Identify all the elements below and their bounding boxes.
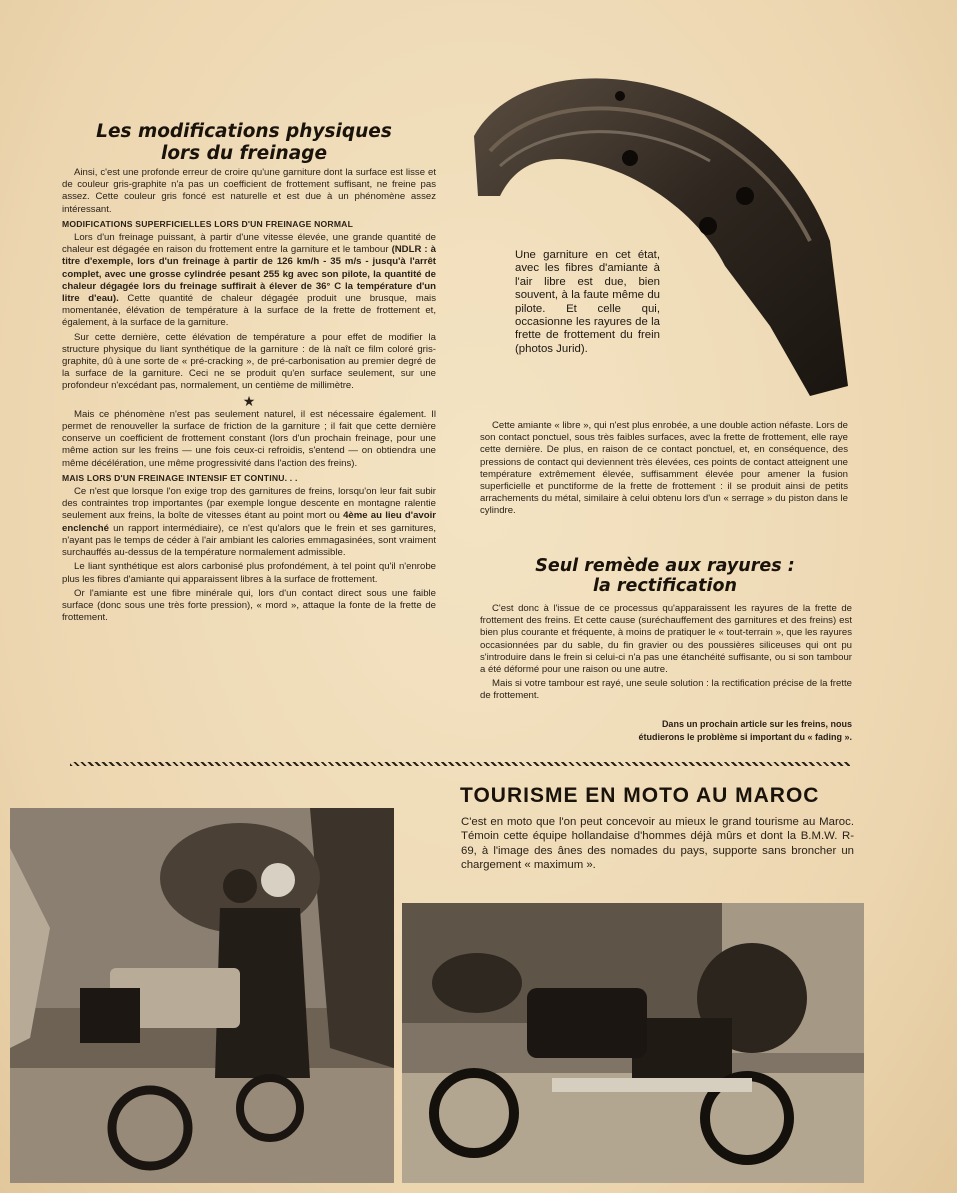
p4-text-a: Ce n'est que lorsque l'on exige trop des garnitures de freins, lorsqu'on leur fait subir des contraintes trop importantes (par exemple longue descente en montagne ralentie seulement aux freins, la boîte de vitesses étant au point mort ou	[62, 486, 436, 522]
next-article-line2: étudierons le problème si important du « fading ».	[638, 732, 852, 742]
tourism-title: TOURISME EN MOTO AU MAROC	[460, 784, 820, 807]
article-title-line2: lors du freinage	[161, 143, 327, 164]
right-column-top	[480, 420, 848, 520]
article-title-line1: Les modifications physiques	[96, 121, 392, 142]
bmw-motorcycle-photo	[402, 903, 864, 1183]
next-article-note	[560, 718, 852, 744]
loaded-bmw-image	[402, 903, 864, 1183]
subhead-normal-braking: MODIFICATIONS SUPERFICIELLES LORS D'UN FREINAGE NORMAL	[62, 218, 354, 229]
next-article-line1: Dans un prochain article sur les freins, nous	[661, 719, 852, 729]
p1-text-b: Cette quantité de chaleur dégagée produit une brusque, mais momentanée, élévation de température à la surface de la frette de frottement et, également, à la surface de la garniture.	[62, 293, 436, 329]
right-column-bottom	[480, 603, 852, 705]
paragraph-solution: Mais si votre tambour est rayé, une seule solution : la rectification précise de la frette de frottement.	[480, 678, 852, 702]
paragraph-asbestos: Or l'amiante est une fibre minérale qui, lors d'un contact direct sous une faible surface (donc sous une très forte pression), « mord », attaque la fonte de la frette de frottement.	[62, 587, 436, 624]
p1-ndlr-note: (NDLR : à titre d'exemple, lors d'un freinage à partir de 126 km/h - 35 m/s - jusqu'à l'arrêt complet, avec une grosse cylindrée pesant 255 kg avec son pilote, la quantité de chaleur dégagée lors du freinage suffirait à élever de 36° C la température d'un litre d'eau).	[62, 244, 436, 305]
paragraph-carbonised: Le liant synthétique est alors carbonisé plus profondément, à tel point qu'il n'enrobe plus les fibres d'amiante qui apparaissent libres à la surface de frottement.	[62, 561, 436, 585]
intro-paragraph: Ainsi, c'est une profonde erreur de croire qu'une garniture dont la surface est lisse et de couleur gris-graphite n'a pas un coefficient de frottement suffisant, ne freine pas assez. Cette couleur gris foncé est naturelle et est due à un phénomène assez intéressant.	[62, 167, 436, 215]
article-title	[52, 121, 436, 165]
p4-text-b: un rapport intermédiaire), ce n'est qu'alors que le frein et ses garnitures, n'ayant pas le temps de céder à l'air ambiant les calories emmagasinées, sont vraiment surchauffés au-dessus de la température normalement admissible.	[62, 522, 436, 559]
tourism-text: C'est en moto que l'on peut concevoir au mieux le grand tourisme au Maroc. Témoin cette équipe hollandaise d'hommes déjà mûrs et dont la B.M.W. R-69, à l'image des ânes des nomades du pays, supporte sans broncher un chargement « maximum ».	[461, 816, 854, 872]
paragraph-graphite-film: Sur cette dernière, cette élévation de température a pour effet de modifier la structure physique du liant synthétique de la garniture : de là naît ce film coloré gris-graphite, dû à une sorte de « pré-cracking », de pré-carbonisation au premier degré de la surface de la garniture. Ceci ne se produit qu'en surface seulement, sur une profondeur n'excédant pas, normalement, un centième de millimètre.	[62, 331, 436, 392]
paragraph-renewal: Mais ce phénomène n'est pas seulement naturel, il est nécessaire également. Il permet de renouveller la surface de friction de la garniture ; il fait que cette dernière conserve un coefficient de frottement constant (lors d'un prochain freinage, pour une même action sur les freins — une fois ceux-ci refroidis, s'entend — on obtiendra une même décélération, une même progressivité dans l'action des freins).	[62, 408, 436, 469]
star-separator: ★	[242, 392, 256, 409]
p1-text-a: Lors d'un freinage puissant, à partir d'une vitesse élevée, une grande quantité de chaleur est dégagée en raison du frottement entre la garniture et le tambour	[62, 232, 436, 256]
paragraph-scratches: C'est donc à l'issue de ce processus qu'apparaissent les rayures de la frette de frottement des freins. Et cette cause (suréchauffement des garnitures et des freins) est bien plus courante et fréquente, à moins de pratiquer le « tout-terrain », que les rayures occasionnées par du sable, du fin gravier ou des poussières siliceuses qui ont pu s'introduire dans le frein si celui-ci n'a pas une étanchéité suffisante, ou si son tambour a été déformé pour une raison ou une autre.	[480, 603, 852, 676]
left-column	[62, 167, 436, 626]
section-divider	[70, 762, 850, 766]
paragraph-overheat	[62, 486, 436, 559]
riders-on-motorcycle-image	[10, 808, 394, 1183]
subhead-intensive-braking: MAIS LORS D'UN FREINAGE INTENSIF ET CONTINU. . .	[62, 472, 298, 483]
p4-bold: 4ème au lieu d'avoir enclenché	[62, 510, 436, 534]
paragraph-heat	[62, 232, 436, 330]
brake-lining-photo	[470, 66, 855, 411]
section-title-remedy	[475, 556, 855, 596]
photo-caption: Une garniture en cet état, avec les fibres d'amiante à l'air libre est due, bien souvent, à la faute même du pilote. Et celle qui, occasionne les rayures de la frette de frottement du frein (photos Jurid).	[515, 249, 660, 355]
remedy-title-line2: la rectification	[593, 576, 737, 596]
riders-photo	[10, 808, 394, 1183]
brake-shoe-image	[470, 66, 855, 411]
remedy-title-line1: Seul remède aux rayures :	[535, 556, 795, 576]
paragraph-free-asbestos: Cette amiante « libre », qui n'est plus enrobée, a une double action néfaste. Lors de son contact ponctuel, sous très faibles surfaces, avec la frette de frottement, elle raye cette dernière. De plus, en raison de ce contact ponctuel, et, en conséquence, des pressions de contact qui deviennent très élevées, ces points de contact atteignent une température extrêmement élevée, suffisamment élevée pour amener la fusion superficielle et punctiforme de la frette de frottement : il se produit ainsi de petits arrachements du métal, similaire à celui obtenu lors d'un « serrage » du piston dans le cylindre.	[480, 420, 848, 517]
